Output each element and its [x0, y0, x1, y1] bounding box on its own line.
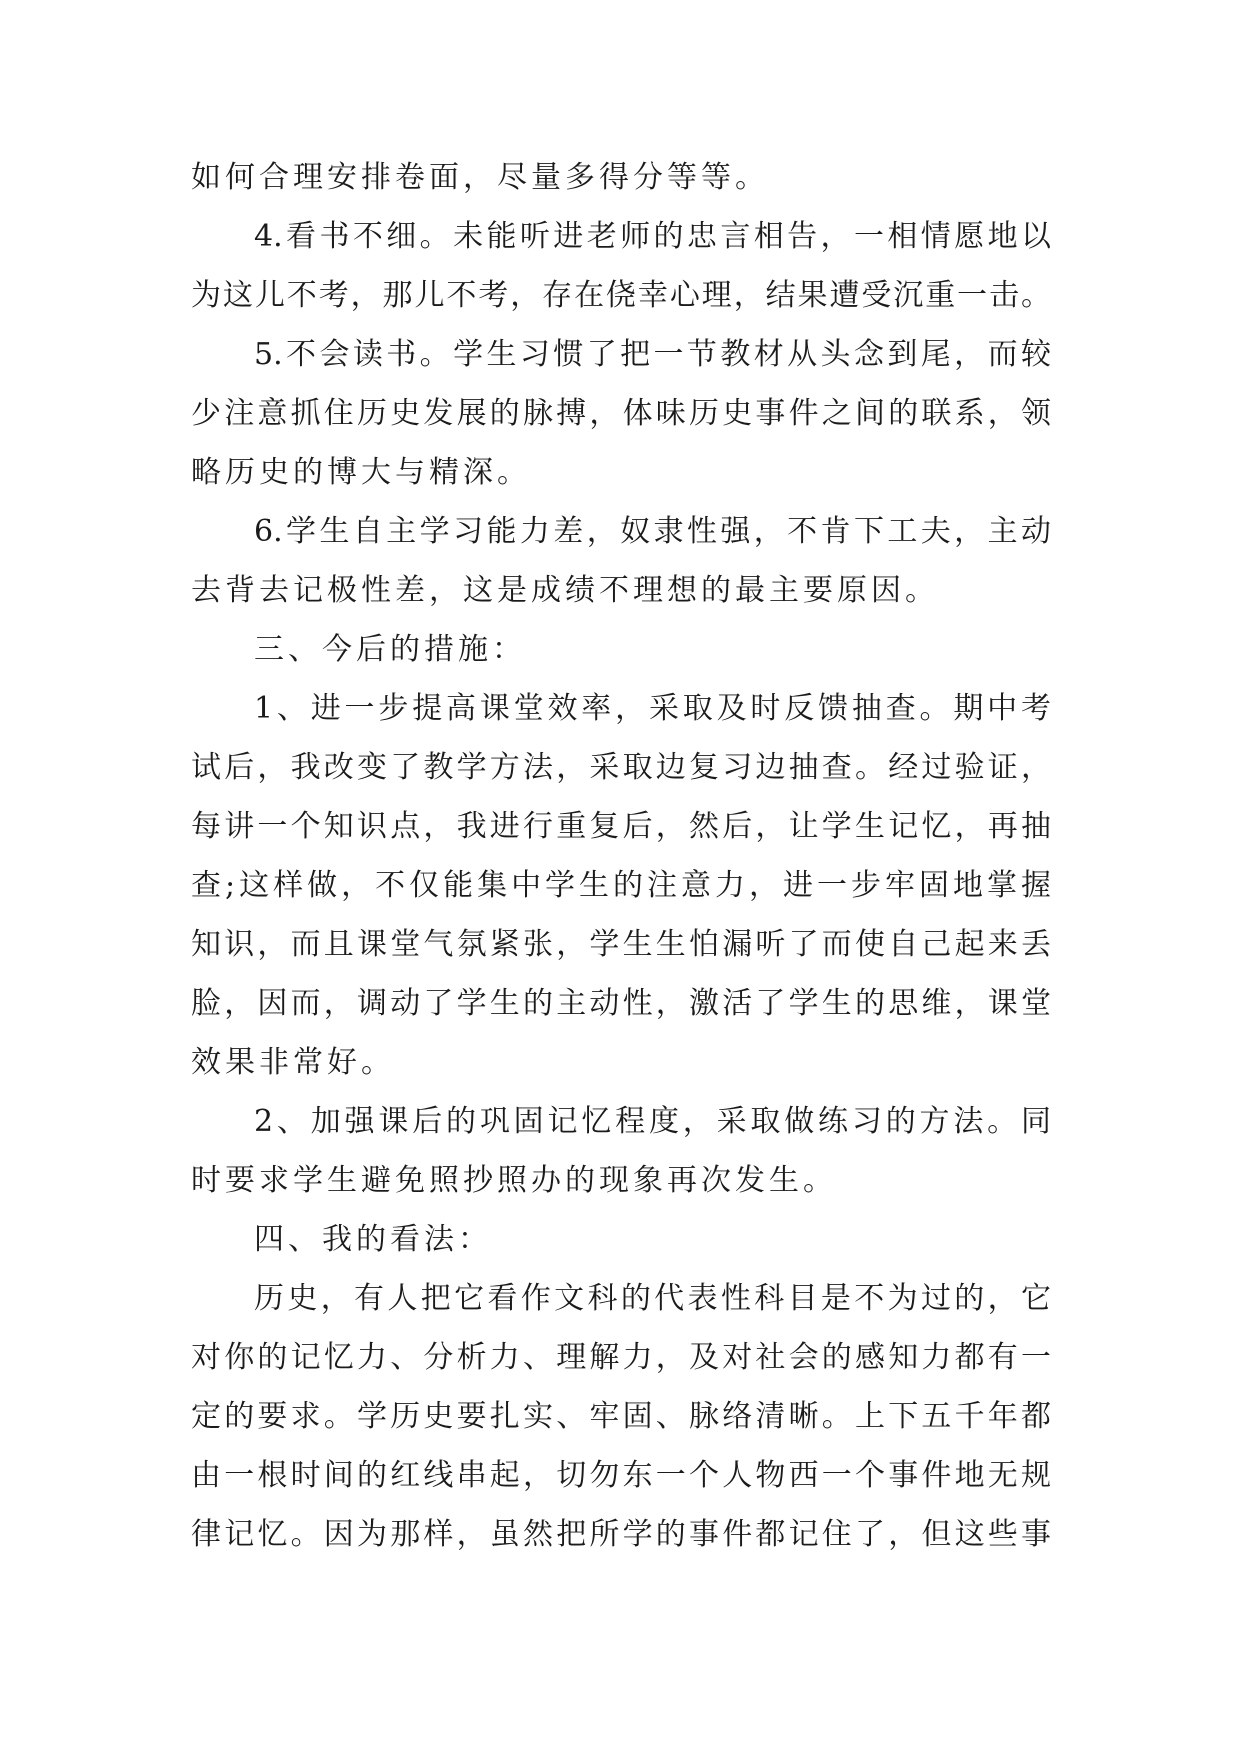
section-heading-measures: 三、今后的措施： [254, 632, 526, 667]
text-line-12: 每讲一个知识点，我进行重复后，然后，让学生记忆，再抽 [191, 809, 1051, 844]
text-line-5: 少注意抓住历史发展的脉搏，体味历史事件之间的联系，领 [191, 396, 1051, 431]
text-line-10: 1、进一步提高课堂效率，采取及时反馈抽查。期中考 [254, 691, 1051, 726]
text-line-14: 知识，而且课堂气氛紧张，学生生怕漏听了而使自己起来丢 [191, 927, 1051, 962]
text-line-22: 定的要求。学历史要扎实、牢固、脉络清晰。上下五千年都 [191, 1399, 1051, 1434]
text-line-11: 试后，我改变了教学方法，采取边复习边抽查。经过验证， [191, 750, 1051, 785]
text-line-16: 效果非常好。 [191, 1045, 395, 1080]
text-line-24: 律记忆。因为那样，虽然把所学的事件都记住了，但这些事 [191, 1517, 1051, 1552]
text-line-15: 脸，因而，调动了学生的主动性，激活了学生的思维，课堂 [191, 986, 1051, 1021]
section-heading-opinion: 四、我的看法： [254, 1222, 492, 1257]
text-line-6: 略历史的博大与精深。 [191, 455, 531, 490]
text-line-7: 6.学生自主学习能力差，奴隶性强，不肯下工夫，主动 [254, 514, 1051, 549]
text-line-20: 历史，有人把它看作文科的代表性科目是不为过的，它 [254, 1281, 1051, 1316]
text-line-2: 4.看书不细。未能听进老师的忠言相告，一相情愿地以 [254, 219, 1051, 254]
text-line-17: 2、加强课后的巩固记忆程度，采取做练习的方法。同 [254, 1104, 1051, 1139]
text-line-21: 对你的记忆力、分析力、理解力，及对社会的感知力都有一 [191, 1340, 1051, 1375]
text-line-13: 查;这样做，不仅能集中学生的注意力，进一步牢固地掌握 [191, 868, 1051, 903]
text-line-18: 时要求学生避免照抄照办的现象再次发生。 [191, 1163, 837, 1198]
document-body [191, 148, 1051, 1564]
text-line-23: 由一根时间的红线串起，切勿东一个人物西一个事件地无规 [191, 1458, 1051, 1493]
text-line-1: 如何合理安排卷面，尽量多得分等等。 [191, 160, 769, 195]
text-line-8: 去背去记极性差，这是成绩不理想的最主要原因。 [191, 573, 939, 608]
text-line-3: 为这儿不考，那儿不考，存在侥幸心理，结果遭受沉重一击。 [191, 278, 1051, 313]
text-line-4: 5.不会读书。学生习惯了把一节教材从头念到尾，而较 [254, 337, 1051, 372]
